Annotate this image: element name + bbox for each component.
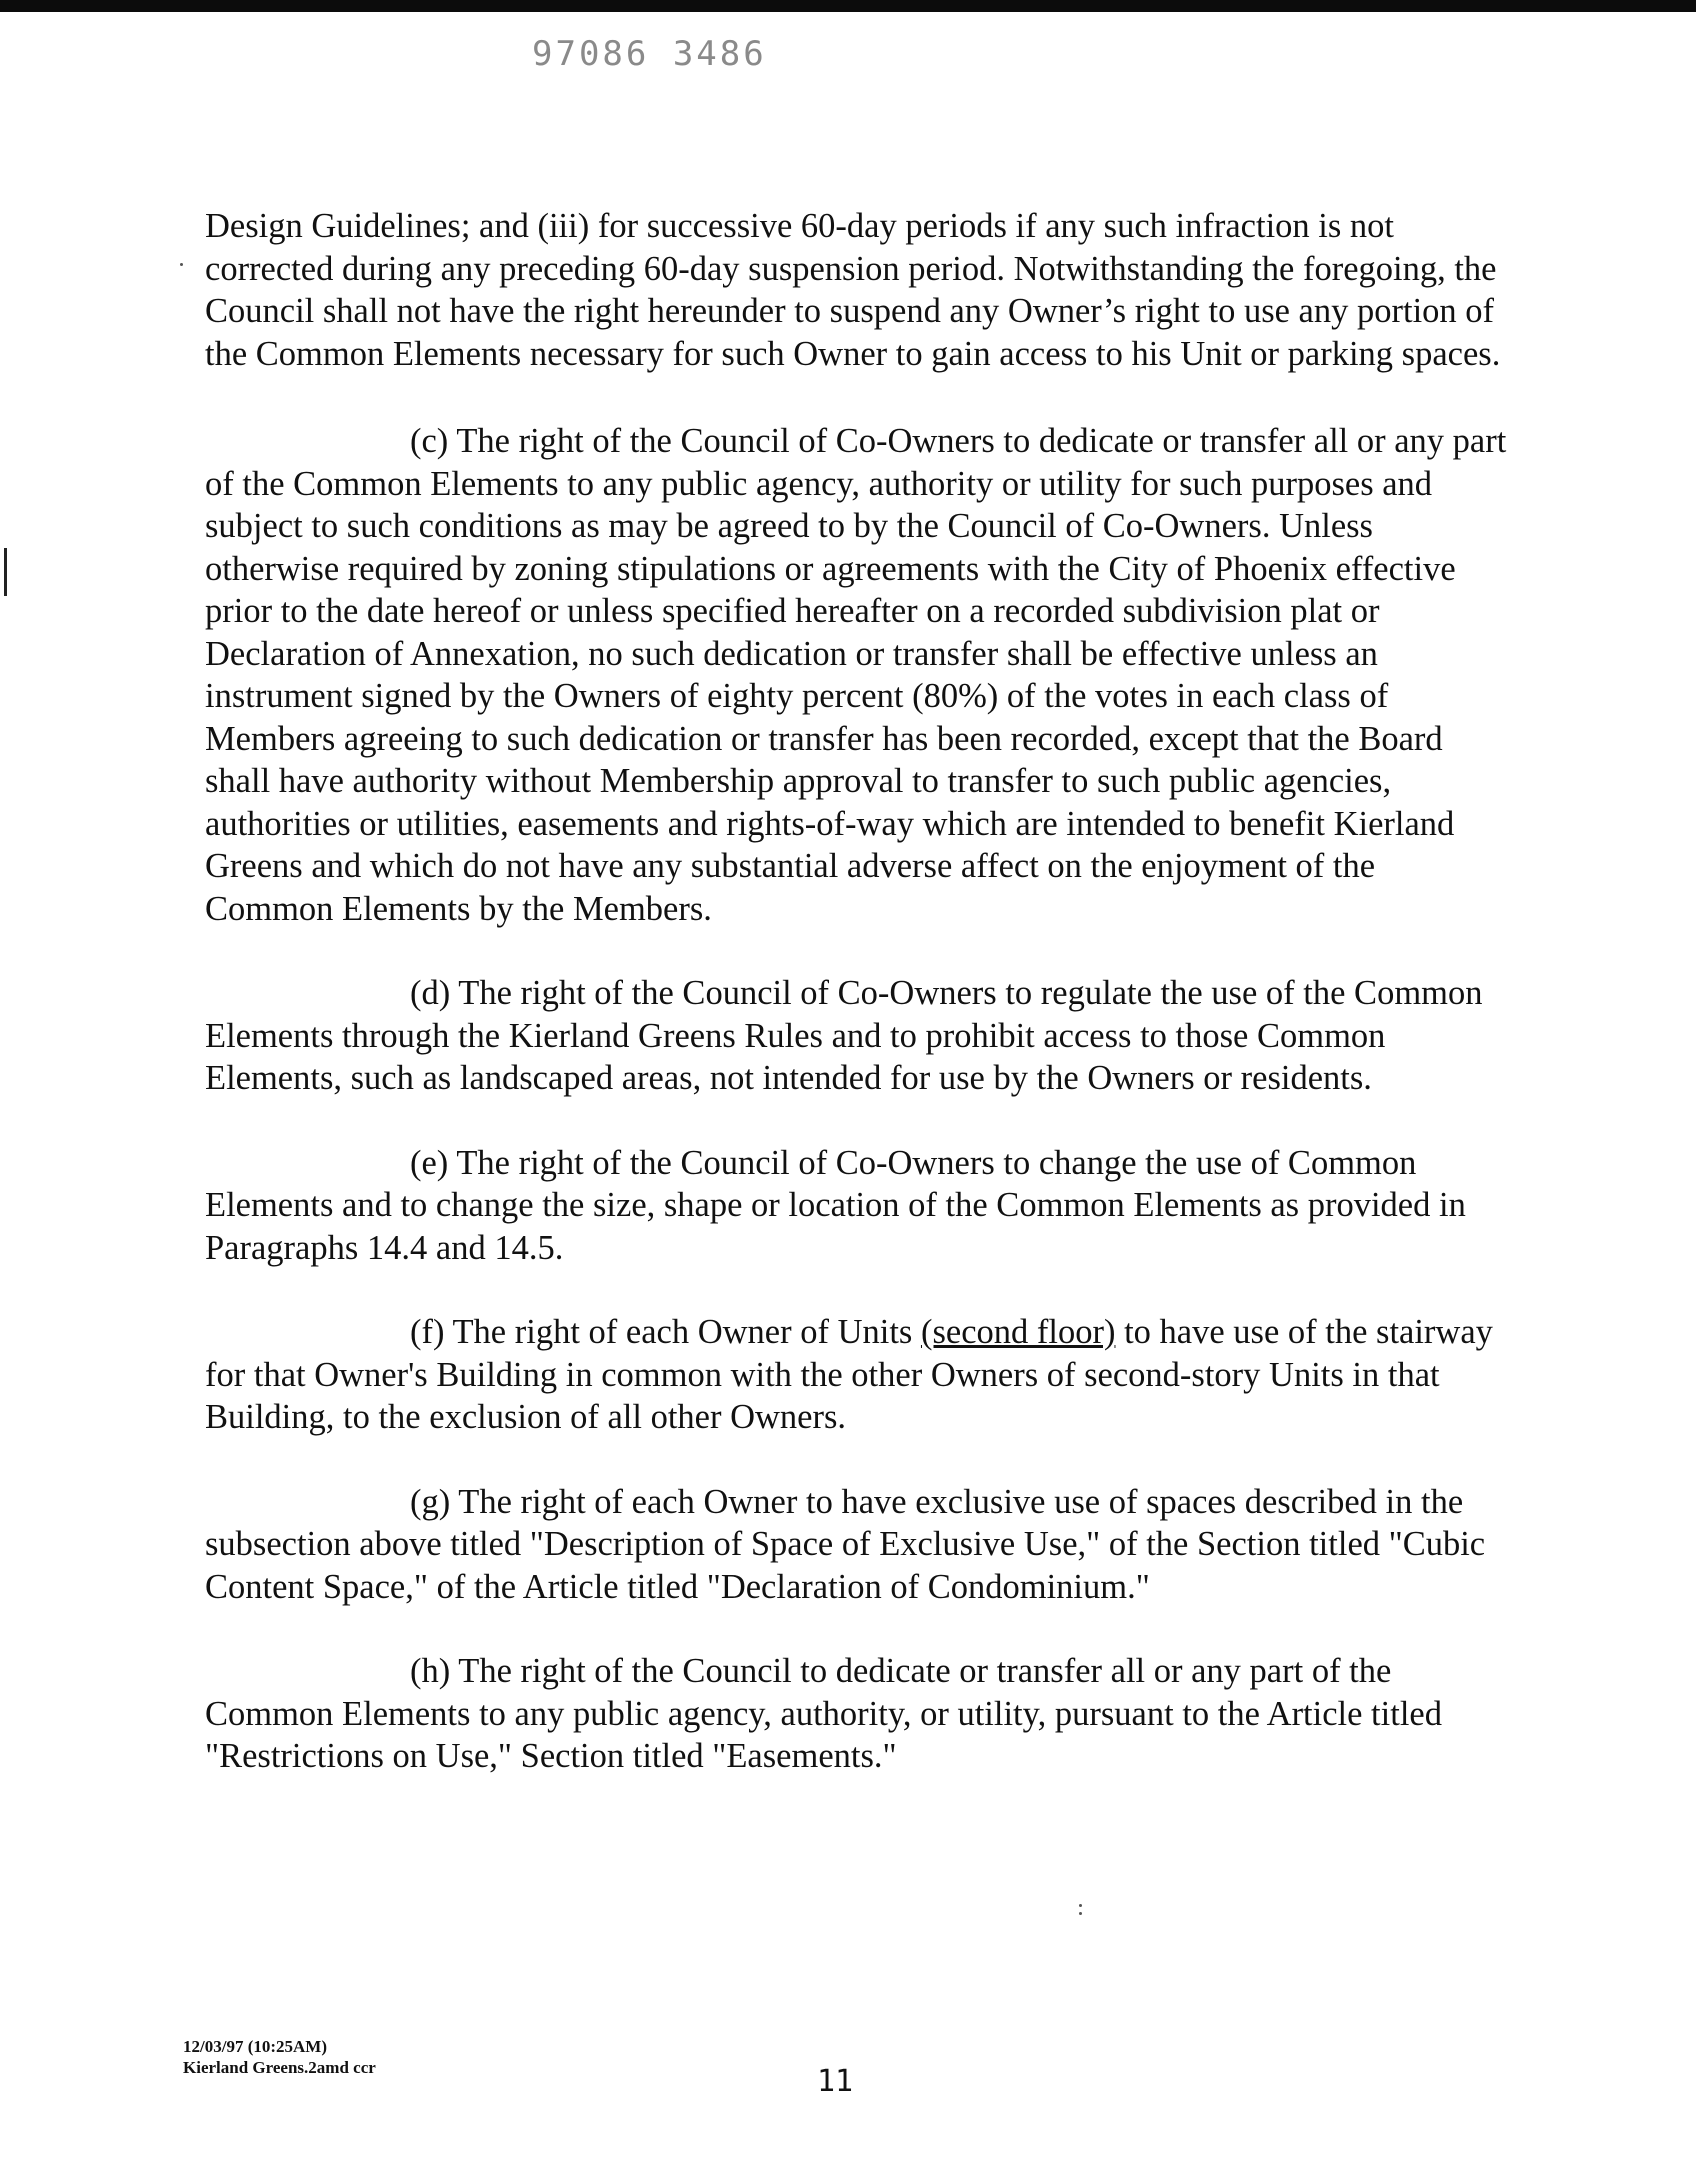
paragraph-h-text: The right of the Council to dedicate or transfer all or any part of the Common Elements to any public agency, authority, or utility, pursuant to the Article titled "Restrictions on Use," Section titled "Easements." — [205, 1652, 1442, 1775]
paragraph-d — [205, 972, 1510, 1100]
footer-date: 12/03/97 (10:25AM) — [183, 2037, 328, 2056]
footer-filename: Kierland Greens.2amd ccr — [183, 2058, 376, 2077]
paragraph-g — [205, 1481, 1510, 1609]
document-stamp: 97086 3486 — [532, 34, 767, 74]
paragraph-d-label: (d) — [410, 974, 451, 1012]
paragraph-c — [205, 420, 1510, 930]
footer-metadata — [183, 2036, 376, 2078]
paragraph-c-text: The right of the Council of Co-Owners to dedicate or transfer all or any part of the Common Elements to any public agency, authority or utility for such purposes and subject to such conditions as may be agreed to by the Council of Co-Owners. Unless otherwise required by zoning stipulations or agreements with the City of Phoenix effective prior to the date hereof or unless specified hereafter on a recorded subdivision plat or Declaration of Annexation, no such dedication or transfer shall be effective unless an instrument signed by the Owners of eighty percent (80%) of the votes in each class of Members agreeing to such dedication or transfer has been recorded, except that the Board shall have authority without Membership approval to transfer to such public agencies, authorities or utilities, easements and rights-of-way which are intended to benefit Kierland Greens and which do not have any substantial adverse affect on the enjoyment of the Common Elements by the Members. — [205, 422, 1507, 928]
paragraph-f-underlined-text: (second floor) — [920, 1313, 1116, 1351]
page-number: 11 — [817, 2064, 854, 2099]
paragraph-g-text: The right of each Owner to have exclusive use of spaces described in the subsection above titled "Description of Space of Exclusive Use," of the Section titled "Cubic Content Space," of the Article titled "Declaration of Condominium." — [205, 1482, 1486, 1606]
paragraph-c-label: (c) — [410, 422, 449, 460]
scan-speck — [1079, 1912, 1082, 1915]
scan-top-edge — [0, 0, 1696, 12]
paragraph-intro: Design Guidelines; and (iii) for successive 60-day periods if any such infraction is not corrected during any preceding 60-day suspension period. Notwithstanding the foregoing, the Council shall not have the right hereunder to suspend any Owner’s right to use any portion of the Common Elements necessary for such Owner to gain access to his Unit or parking spaces. — [205, 207, 1501, 373]
paragraph-e — [205, 1142, 1510, 1270]
paragraph-h-label: (h) — [410, 1652, 451, 1690]
scan-speck — [1079, 1904, 1082, 1907]
paragraph-f-text-after: to have use of the stairway for that Owner's Building in common with the other Owners of second-story Units in that Building, to the exclusion of all other Owners. — [205, 1313, 1493, 1436]
paragraph-d-text: The right of the Council of Co-Owners to regulate the use of the Common Elements through the Kierland Greens Rules and to prohibit access to those Common Elements, such as landscaped areas, not intended for use by the Owners or residents. — [205, 974, 1483, 1097]
paragraph-e-label: (e) — [410, 1143, 449, 1182]
scan-speck — [180, 263, 183, 266]
document-body — [205, 205, 1510, 1820]
paragraph-g-label: (g) — [410, 1482, 451, 1521]
paragraph-h — [205, 1650, 1510, 1778]
paragraph-e-text: The right of the Council of Co-Owners to change the use of Common Elements and to change the size, shape or location of the Common Elements as provided in Paragraphs 14.4 and 14.5. — [205, 1143, 1466, 1267]
paragraph-f — [205, 1311, 1510, 1439]
paragraph-f-label: (f) — [410, 1313, 445, 1351]
scan-margin-mark — [4, 548, 7, 596]
paragraph-f-text-before: The right of each Owner of Units — [452, 1313, 913, 1351]
